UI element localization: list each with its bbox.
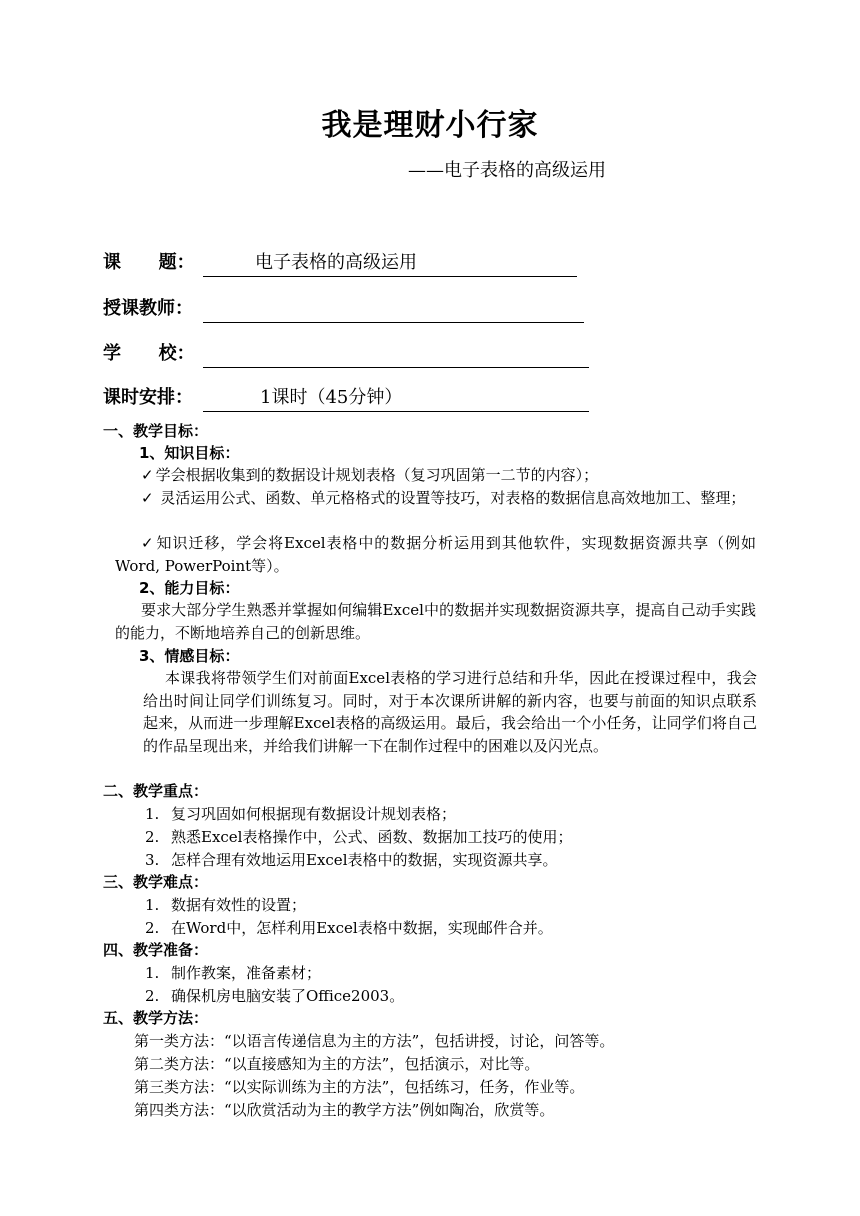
ability-text: 要求大部分学生熟悉并掌握如何编辑Excel中的数据并实现数据资源共享，提高自己动手实践的能力，不断地培养自己的创新思维。 <box>115 601 756 642</box>
knowledge-item-3: ✓ 知识迁移，学会将Excel表格中的数据分析运用到其他软件，实现数据资源共享（例如Word, PowerPoint等）。 <box>115 534 756 575</box>
schedule-label: 课时安排： <box>103 387 193 408</box>
schedule-value: 1课时（45分钟） <box>260 387 403 408</box>
knowledge-item-1: ✓ 学会根据收集到的数据设计规划表格（复习巩固第一二节的内容）； <box>141 466 599 484</box>
topic-value: 电子表格的高级运用 <box>255 252 417 273</box>
document-subtitle: ——电子表格的高级运用 <box>408 160 606 181</box>
knowledge-item-2: ✓ 灵活运用公式、函数、单元格格式的设置等技巧，对表格的数据信息高效地加工、整理； <box>141 489 746 507</box>
check-icon: ✓ <box>141 466 154 484</box>
key-point-item: 1. 复习巩固如何根据现有数据设计规划表格； <box>145 805 457 823</box>
teacher-label: 授课教师： <box>103 298 193 319</box>
section-heading-methods: 五、教学方法： <box>103 1009 209 1027</box>
method-item: 第四类方法：“以欣赏活动为主的教学方法”例如陶冶，欣赏等。 <box>134 1101 555 1119</box>
difficulty-item: 1. 数据有效性的设置； <box>145 896 307 914</box>
preparation-item: 2. 确保机房电脑安装了Office2003。 <box>145 987 405 1005</box>
subheading-ability: 2、能力目标： <box>139 579 240 597</box>
method-item: 第二类方法：“以直接感知为主的方法”，包括演示，对比等。 <box>134 1055 540 1073</box>
teacher-underline <box>203 322 584 323</box>
document-title: 我是理财小行家 <box>321 108 539 143</box>
school-underline <box>203 367 589 368</box>
preparation-item: 1. 制作教案，准备素材； <box>145 964 322 982</box>
check-icon: ✓ <box>141 534 155 552</box>
school-label: 学 校： <box>103 343 195 364</box>
key-point-item: 3. 怎样合理有效地运用Excel表格中的数据，实现资源共享。 <box>145 851 558 869</box>
topic-label: 课 题： <box>103 252 195 273</box>
section-heading-preparation: 四、教学准备： <box>103 941 209 959</box>
section-heading-objectives: 一、教学目标： <box>103 422 209 440</box>
subheading-emotion: 3、情感目标： <box>139 647 240 665</box>
subheading-knowledge: 1、知识目标： <box>139 444 240 462</box>
method-item: 第一类方法：“以语言传递信息为主的方法”，包括讲授，讨论，问答等。 <box>134 1032 615 1050</box>
check-icon: ✓ <box>141 489 154 507</box>
section-heading-difficulties: 三、教学难点： <box>103 873 209 891</box>
emotion-text: 本课我将带领学生们对前面Excel表格的学习进行总结和升华，因此在授课过程中，我会给出时间让同学们训练复习。同时，对于本次课所讲解的新内容，也要与前面的知识点联系起来，从而进一步理解Excel表格的高级运用。最后，我会给出一个小任务，让同学们将自己的作品呈现出来，并给我们讲解一下在制作过程中的困难以及闪光点。 <box>143 669 757 755</box>
difficulty-item: 2. 在Word中，怎样利用Excel表格中数据，实现邮件合并。 <box>145 919 553 937</box>
section-heading-key-points: 二、教学重点： <box>103 782 209 800</box>
key-point-item: 2. 熟悉Excel表格操作中，公式、函数、数据加工技巧的使用； <box>145 828 573 846</box>
method-item: 第三类方法：“以实际训练为主的方法”，包括练习，任务，作业等。 <box>134 1078 585 1096</box>
